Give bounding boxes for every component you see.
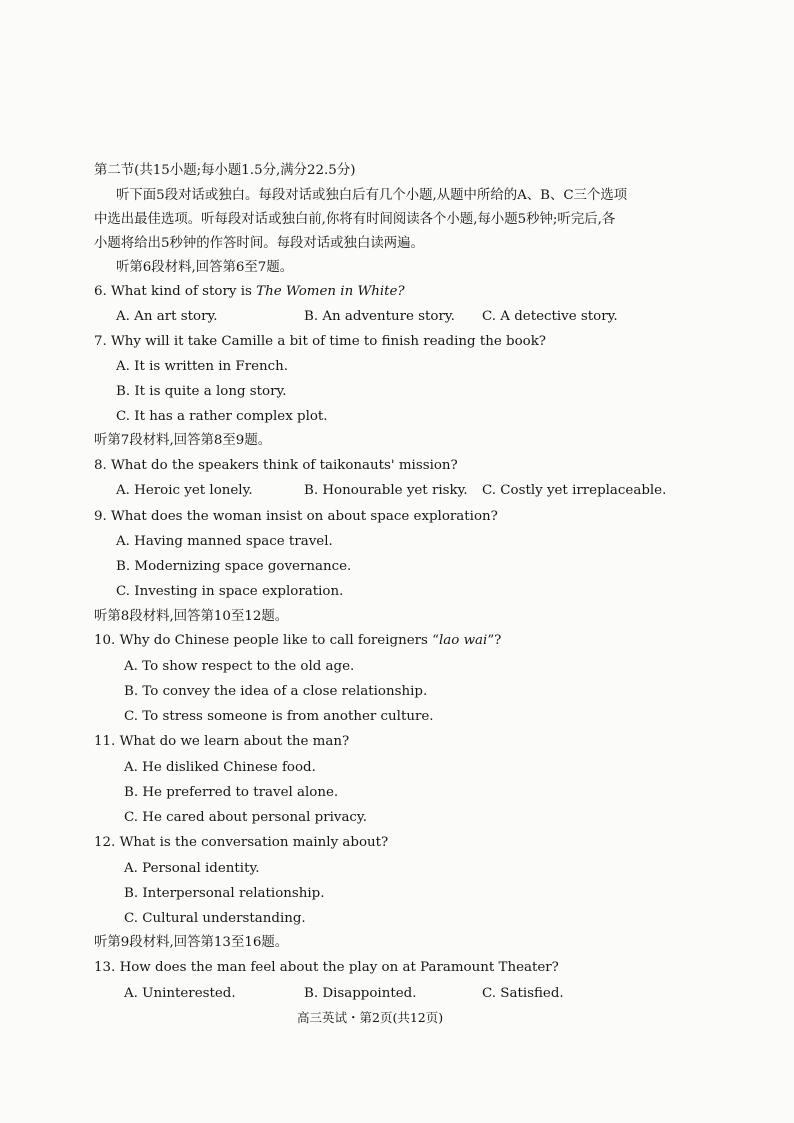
option-b: B. Honourable yet risky. <box>304 483 468 498</box>
option-b: B. He preferred to travel alone. <box>124 785 339 800</box>
question-number: 10. <box>94 633 116 648</box>
option-c: C. Costly yet irreplaceable. <box>482 483 667 498</box>
question-9 <box>94 510 498 523</box>
question-stem: How does the man feel about the play on at Paramount Theater? <box>119 960 559 975</box>
option-a: A. To show respect to the old age. <box>124 659 355 674</box>
section-header: 第二节(共15小题;每小题1.5分,满分22.5分) <box>94 163 356 178</box>
segment-intro: 听第8段材料,回答第10至12题。 <box>94 609 289 624</box>
quoted-term: lao wai <box>439 633 488 648</box>
option-c: C. It has a rather complex plot. <box>116 409 328 424</box>
option-b: B. It is quite a long story. <box>116 384 287 399</box>
option-c: C. Investing in space exploration. <box>116 584 344 599</box>
segment-intro: 听第7段材料,回答第8至9题。 <box>94 433 272 448</box>
option-a: A. An art story. <box>116 309 218 324</box>
book-title: The Women in White? <box>256 284 405 299</box>
instruction-line: 中选出最佳选项。听每段对话或独白前,你将有时间阅读各个小题,每小题5秒钟;听完后,各 <box>94 212 616 227</box>
option-a: A. Uninterested. <box>124 986 236 1001</box>
option-b: B. Disappointed. <box>304 986 417 1001</box>
question-number: 12. <box>94 835 116 850</box>
option-b: B. Interpersonal relationship. <box>124 886 325 901</box>
option-c: C. He cared about personal privacy. <box>124 810 367 825</box>
question-number: 13. <box>94 960 116 975</box>
question-number: 7. <box>94 334 107 349</box>
page-footer: 高三英试・第2页(共12页) <box>297 1010 444 1025</box>
question-stem: What does the woman insist on about space exploration? <box>111 509 498 524</box>
option-c: C. Satisfied. <box>482 986 564 1001</box>
question-13 <box>94 961 559 974</box>
option-a: A. Personal identity. <box>124 861 260 876</box>
option-b: B. An adventure story. <box>304 309 455 324</box>
question-11 <box>94 735 349 748</box>
option-a: A. Heroic yet lonely. <box>116 483 253 498</box>
question-7 <box>94 335 546 348</box>
instruction-line: 小题将给出5秒钟的作答时间。每段对话或独白读两遍。 <box>94 236 424 251</box>
instruction-line: 听下面5段对话或独白。每段对话或独白后有几个小题,从题中所给的A、B、C三个选项 <box>116 188 628 203</box>
segment-intro: 听第6段材料,回答第6至7题。 <box>116 260 294 275</box>
question-stem: What do we learn about the man? <box>119 734 350 749</box>
question-number: 6. <box>94 284 107 299</box>
option-c: C. Cultural understanding. <box>124 911 306 926</box>
option-b: B. To convey the idea of a close relationship. <box>124 684 428 699</box>
question-stem-end: ”? <box>487 633 502 648</box>
question-10 <box>94 634 501 647</box>
segment-intro: 听第9段材料,回答第13至16题。 <box>94 935 289 950</box>
question-stem: What kind of story is <box>111 284 257 299</box>
question-stem: What is the conversation mainly about? <box>119 835 389 850</box>
question-6 <box>94 285 405 298</box>
question-number: 8. <box>94 458 107 473</box>
option-b: B. Modernizing space governance. <box>116 559 352 574</box>
question-8 <box>94 459 458 472</box>
question-number: 9. <box>94 509 107 524</box>
option-c: C. To stress someone is from another culture. <box>124 709 434 724</box>
option-a: A. Having manned space travel. <box>116 534 333 549</box>
option-c: C. A detective story. <box>482 309 618 324</box>
question-number: 11. <box>94 734 116 749</box>
option-a: A. It is written in French. <box>116 359 289 374</box>
question-stem: What do the speakers think of taikonauts' mission? <box>111 458 458 473</box>
question-12 <box>94 836 388 849</box>
option-a: A. He disliked Chinese food. <box>124 760 316 775</box>
question-stem: Why do Chinese people like to call foreigners “ <box>119 633 439 648</box>
question-stem: Why will it take Camille a bit of time to finish reading the book? <box>111 334 546 349</box>
